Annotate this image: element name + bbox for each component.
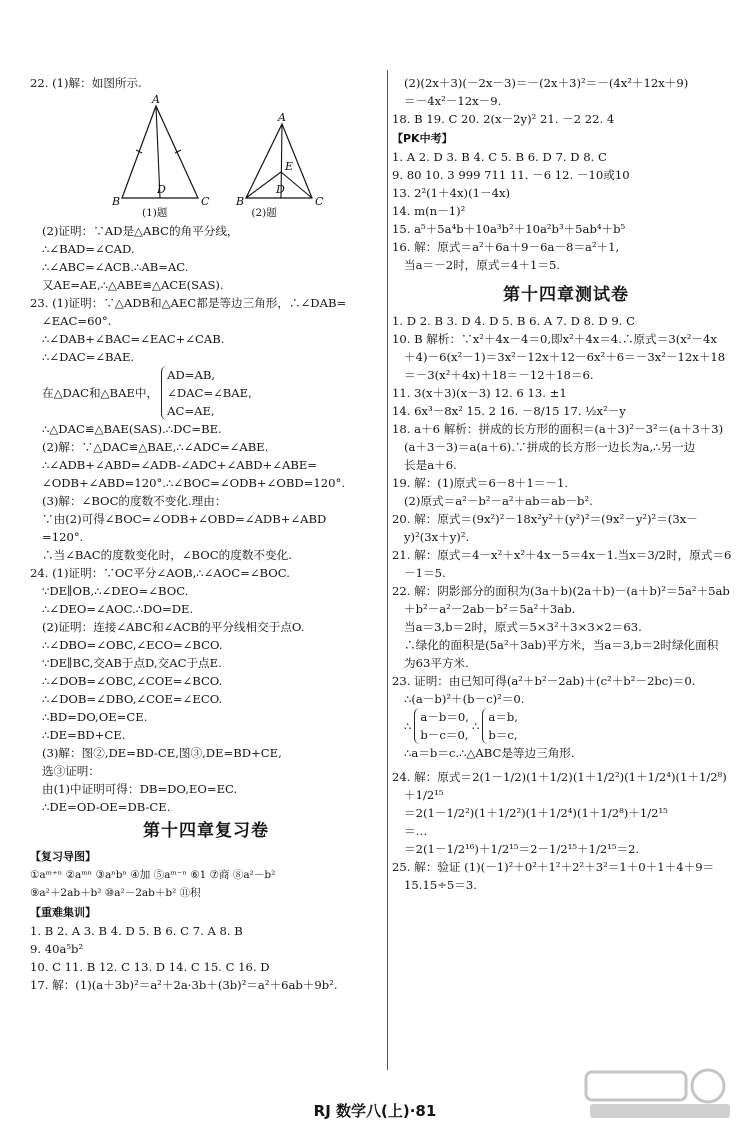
- column-divider: [387, 70, 388, 1070]
- pk-heading: 【PK中考】: [392, 132, 453, 145]
- key-line-3: 10. C 11. B 12. C 13. D 14. C 15. C 16. D: [30, 960, 270, 974]
- r-top-line-1: (2)(2x＋3)(－2x－3)＝－(2x＋3)²＝－(4x²＋12x＋9): [404, 76, 689, 90]
- q24-r-line-4: ＝…: [404, 824, 428, 838]
- q23-system-brace: ∴ a－b＝0, b－c＝0, ∴ a＝b, b＝c,: [404, 710, 518, 742]
- review-line-2: ⑨a²＋2ab＋b² ⑩a²－2ab＋b² ⑪积: [30, 887, 201, 899]
- test-line-17: ＋b²－a²－2ab－b²＝5a²＋3ab.: [404, 602, 576, 616]
- q22-line-3: ∴∠ABC=∠ACB.∴AB=AC.: [42, 260, 189, 274]
- q23-brace-prefix: 在△DAC和△BAE中，: [42, 386, 159, 400]
- fig1-label-d: D: [157, 183, 166, 196]
- pk-line-4: 14. m(n－1)²: [392, 204, 466, 218]
- q23-line-4: ∴∠DAC=∠BAE.: [42, 350, 135, 364]
- q24-r-line-5: ＝2(1－1/2¹⁶)＋1/2¹⁵＝2－1/2¹⁵＋1/2¹⁵＝2.: [404, 842, 640, 856]
- q23-brace-line-3: AC=AE,: [167, 404, 215, 418]
- q24-line-4: (2)证明：连接∠ABC和∠ACB的平分线相交于点O.: [42, 620, 305, 634]
- test-line-20: 为63平方米.: [404, 656, 469, 670]
- test-line-18: 当a＝3,b＝2时，原式＝5×3²＋3×3×2＝63.: [404, 620, 642, 634]
- q25-line-1: 25. 解：验证 (1)(－1)²＋0²＋1²＋2²＋3²＝1＋0＋1＋4＋9＝: [392, 860, 715, 874]
- q24-line-8: ∴∠DOB=∠DBO,∠COE=∠ECO.: [42, 692, 223, 706]
- chapter-title-review: 第十四章复习卷: [143, 821, 269, 841]
- test-line-22: ∴(a－b)²＋(b－c)²＝0.: [404, 692, 525, 706]
- q23-line-6: (2)解：∵△DAC≌△BAE,∴∠ADC=∠ABE.: [42, 440, 269, 454]
- brace2-left-2: b－c＝0,: [420, 728, 469, 742]
- q25-line-2: 15.15÷5＝3.: [404, 878, 477, 892]
- q23-line-8: ∠ODB+∠ABD=120°.∴∠BOC=∠ODB+∠OBD=120°.: [42, 476, 346, 490]
- key-line-2: 9. 40a⁵b²: [30, 942, 84, 956]
- q23-line-2: ∠EAC=60°.: [42, 314, 112, 328]
- q24-line-5: ∴∠DBO=∠OBC,∠ECO=∠BCO.: [42, 638, 223, 652]
- q24-line-11: (3)解：图②,DE=BD-CE,图③,DE=BD+CE,: [42, 746, 282, 760]
- brace2-left-1: a－b＝0,: [420, 710, 469, 724]
- q24-line-12: 选③证明：: [42, 764, 100, 778]
- q22-line-1: (2)证明：∵AD是△ABC的角平分线，: [42, 224, 239, 238]
- r-top-line-2: ＝－4x²－12x－9.: [404, 94, 502, 108]
- q23-line-12: ∴当∠BAC的度数变化时，∠BOC的度数不变化.: [42, 548, 292, 562]
- q24-line-9: ∴BD=DO,OE=CE.: [42, 710, 148, 724]
- test-line-11: (2)原式＝a²－b²－a²＋ab＝ab－b².: [404, 494, 593, 508]
- figures: [30, 92, 382, 210]
- q24-line-14: ∴DE=OD-OE=DB-CE.: [42, 800, 171, 814]
- fig2-caption: (2)题: [251, 207, 277, 219]
- key-training-heading: 【重难集训】: [30, 906, 96, 919]
- test-line-14: 21. 解：原式＝4－x²＋x²＋4x－5＝4x－1.当x＝3/2时，原式＝6: [392, 548, 732, 562]
- q24-line-1: 24. (1)证明：∵OC平分∠AOB,∴∠AOC=∠BOC.: [30, 566, 290, 580]
- test-line-13: y)²(3x＋y)².: [404, 530, 470, 544]
- pk-line-3: 13. 2²(1＋4x)(1－4x): [392, 186, 511, 200]
- left-column: [30, 74, 382, 994]
- pk-line-1: 1. A 2. D 3. B 4. C 5. B 6. D 7. D 8. C: [392, 150, 607, 164]
- key-line-4: 17. 解：(1)(a＋3b)²＝a²＋2a·3b＋(3b)²＝a²＋6ab＋9b².: [30, 978, 338, 992]
- fig2-label-c: C: [315, 195, 324, 208]
- fig2-label-d: D: [276, 183, 285, 196]
- test-line-3: ＋4)－6(x²－1)＝3x²－12x＋12－6x²＋6＝－3x²－12x＋18: [404, 350, 726, 364]
- test-line-8: (a＋3－3)＝a(a＋6).∵拼成的长方形一边长为a,∴另一边: [404, 440, 696, 454]
- test-line-19: ∴绿化的面积是(5a²＋3ab)平方米，当a＝3,b＝2时绿化面积: [404, 638, 719, 652]
- q23-line-1: 23. (1)证明：∵△ADB和△AEC都是等边三角形，∴∠DAB=: [30, 296, 347, 310]
- key-line-1: 1. B 2. A 3. B 4. D 5. B 6. C 7. A 8. B: [30, 924, 243, 938]
- pk-line-6: 16. 解：原式＝a²＋6a＋9－6a－8＝a²＋1,: [392, 240, 620, 254]
- test-line-6: 14. 6x³－8x² 15. 2 16. －8/15 17. ½x²－y: [392, 404, 626, 418]
- brace2-conclusion: ∴a＝b＝c.∴△ABC是等边三角形.: [404, 746, 575, 760]
- test-line-2: 10. B 解析：∵x²＋4x－4＝0,即x²＋4x＝4.∴原式＝3(x²－4x: [392, 332, 717, 346]
- fig1-label-c: C: [201, 195, 210, 208]
- q23-line-3: ∴∠DAB+∠BAC=∠EAC+∠CAB.: [42, 332, 225, 346]
- test-line-5: 11. 3(x＋3)(x－3) 12. 6 13. ±1: [392, 386, 567, 400]
- q24-r-line-3: ＝2(1－1/2²)(1＋1/2²)(1＋1/2⁴)(1＋1/2⁸)＋1/2¹⁵: [404, 806, 668, 820]
- q23-line-7: ∴∠ADB+∠ABD=∠ADB-∠ADC+∠ABD+∠ABE=: [42, 458, 318, 472]
- q24-line-2: ∵DE∥OB,∴∠DEO=∠BOC.: [42, 584, 189, 598]
- test-line-21: 23. 证明：由已知可得(a²＋b²－2ab)＋(c²＋b²－2bc)＝0.: [392, 674, 696, 688]
- q23-brace-line-2: ∠DAC=∠BAE,: [167, 386, 252, 400]
- fig1-label-b: B: [112, 195, 121, 208]
- test-line-10: 19. 解：(1)原式＝6－8＋1＝－1.: [392, 476, 569, 490]
- q24-line-13: 由(1)中证明可得：DB=DO,EO=EC.: [42, 782, 238, 796]
- q24-line-10: ∴DE=BD+CE.: [42, 728, 126, 742]
- watermark-logo: [580, 1066, 740, 1121]
- test-line-7: 18. a＋6 解析：拼成的长方形的面积＝(a＋3)²－3²＝(a＋3＋3): [392, 422, 724, 436]
- q23-line-10: ∵由(2)可得∠BOC=∠ODB+∠OBD=∠ADB+∠ABD: [42, 512, 327, 526]
- review-line-1: ①aᵐ⁺ⁿ ②aᵐⁿ ③aⁿbⁿ ④加 ⑤aᵐ⁻ⁿ ⑥1 ⑦商 ⑧a²－b²: [30, 869, 276, 881]
- page-footer: RJ 数学八(上)·81: [313, 1102, 437, 1120]
- q22-title: 22. (1)解：如图所示.: [30, 76, 142, 90]
- triangle-figures: [30, 92, 382, 210]
- q23-line-5: ∴△DAC≌△BAE(SAS).∴DC=BE.: [42, 422, 222, 436]
- pk-line-2: 9. 80 10. 3 999 711 11. －6 12. －10或10: [392, 168, 630, 182]
- fig2-label-b: B: [236, 195, 245, 208]
- right-column: [392, 74, 740, 894]
- test-line-4: ＝－3(x²＋4x)＋18＝－12＋18＝6.: [404, 368, 594, 382]
- brace2-right-1: a＝b,: [488, 710, 518, 724]
- q23-line-11: =120°.: [42, 530, 84, 544]
- fig1-caption: (1)题: [142, 207, 168, 219]
- fig1-label-a: A: [152, 93, 160, 106]
- fig2-label-e: E: [285, 160, 294, 173]
- pk-line-5: 15. a⁵＋5a⁴b＋10a³b²＋10a²b³＋5ab⁴＋b⁵: [392, 222, 626, 236]
- q22-line-2: ∴∠BAD=∠CAD.: [42, 242, 135, 256]
- test-line-12: 20. 解：原式＝(9x²)²－18x²y²＋(y²)²＝(9x²－y²)²＝(3x－: [392, 512, 698, 526]
- q23-line-9: (3)解：∠BOC的度数不变化.理由：: [42, 494, 227, 508]
- q24-r-line-1: 24. 解：原式＝2(1－1/2)(1＋1/2)(1＋1/2²)(1＋1/2⁴)(1＋1/2⁸): [392, 770, 727, 784]
- q23-brace-line-1: AD=AB,: [167, 368, 216, 382]
- fig2-label-a: A: [278, 111, 286, 124]
- pk-line-7: 当a＝－2时，原式＝4＋1＝5.: [404, 258, 561, 272]
- q22-line-4: 又AE=AE,∴△ABE≌△ACE(SAS).: [42, 278, 224, 292]
- q23-brace: [42, 366, 382, 420]
- q24-line-3: ∴∠DEO=∠AOC.∴DO=DE.: [42, 602, 194, 616]
- brace2-right-2: b＝c,: [488, 728, 518, 742]
- q24-line-6: ∵DE∥BC,交AB于点D,交AC于点E.: [42, 656, 222, 670]
- test-line-15: －1＝5.: [404, 566, 446, 580]
- r-top-line-3: 18. B 19. C 20. 2(x－2y)² 21. －2 22. 4: [392, 112, 615, 126]
- chapter-title-test: 第十四章测试卷: [503, 285, 629, 305]
- review-heading: 【复习导图】: [30, 850, 96, 863]
- q24-line-7: ∴∠DOB=∠OBC,∠COE=∠BCO.: [42, 674, 223, 688]
- test-line-9: 长是a＋6.: [404, 458, 457, 472]
- test-line-1: 1. D 2. B 3. D 4. D 5. B 6. A 7. D 8. D 9. C: [392, 314, 635, 328]
- test-line-16: 22. 解：阴影部分的面积为(3a＋b)(2a＋b)－(a＋b)²＝5a²＋5ab: [392, 584, 730, 598]
- q24-r-line-2: ＋1/2¹⁵: [404, 788, 444, 802]
